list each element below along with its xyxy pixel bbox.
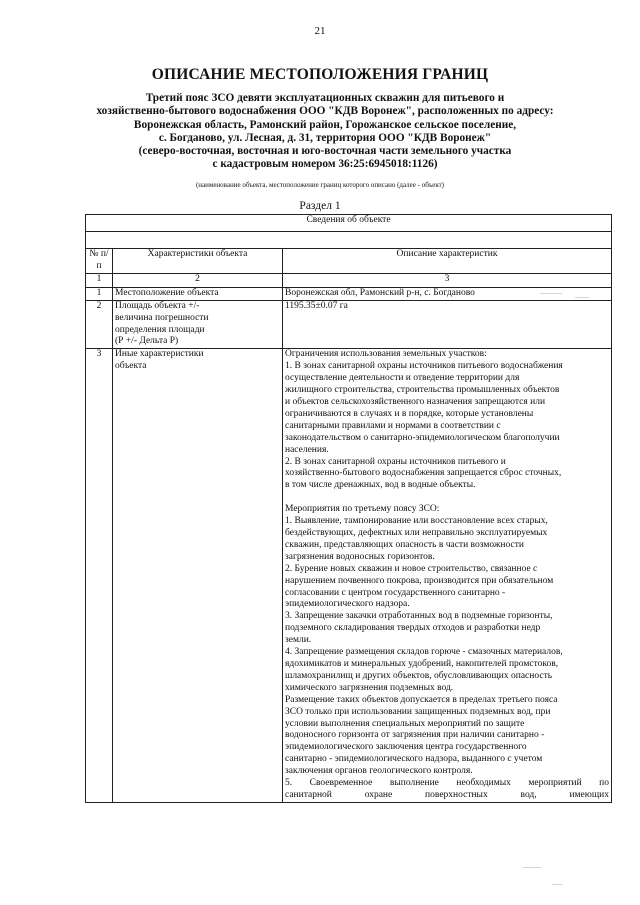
scan-speck [552, 884, 562, 885]
restriction-line: условии выполнения специальных мероприятий по защите [285, 718, 525, 729]
restriction-line: заключения органов геологического контроля. [285, 766, 473, 777]
table-title: Сведения об объекте [86, 215, 612, 232]
restriction-line: ЗСО только при использовании защищенных подземных вод, при [285, 706, 551, 717]
section-title: Раздел 1 [299, 200, 341, 212]
restriction-line: ядохимикатов и минеральных удобрений, накопителей промстоков, [285, 659, 559, 669]
object-info-table [85, 214, 612, 803]
restriction-line: бездействующих, дефектных или неправильно эксплуатируемых [285, 528, 548, 539]
column-number: 2 [113, 273, 283, 287]
restriction-line: 1. Выявление, тампонирование или восстановление всех старых, [285, 516, 548, 527]
header-description: Описание характеристик [283, 249, 612, 274]
restriction-line: населения. [285, 444, 329, 455]
restriction-line: загрязнения водоносных горизонтов. [285, 551, 435, 562]
row-name-line: объекта [115, 361, 147, 372]
row-name [113, 300, 283, 349]
restriction-line: жилищного строительства, строительства промышленных объектов [285, 385, 560, 396]
restriction-line [285, 492, 609, 504]
restriction-line: химического загрязнения подземных вод. [285, 682, 454, 693]
table-row [86, 300, 612, 349]
restriction-line: Размещение таких объектов допускается в пределах третьего пояса [285, 694, 558, 705]
object-caption: (наименование объекта, местоположение границ которого описано (далее - объект) [195, 181, 445, 189]
row-name-line: величина погрешности [115, 312, 209, 323]
row-name: Местоположение объекта [113, 287, 283, 300]
restriction-line: Мероприятия по третьему поясу ЗСО: [285, 504, 440, 515]
restriction-line: в том числе дренажных, вод в водные объекты. [285, 480, 476, 491]
restriction-line: водоносного горизонта от загрязнения при наличии санитарно - [285, 730, 545, 741]
restriction-line: скважин, представляющих опасность в части возможности [285, 539, 524, 550]
restriction-line: шламохранилищ и других объектов, обусловливающих опасность [285, 670, 553, 681]
subtitle-line: с. Богданово, ул. Лесная, д. 31, территория ООО "КДВ Воронеж" [158, 131, 492, 144]
row-name-line: (Р +/- Дельта Р) [115, 336, 179, 347]
table-spacer-row [86, 232, 612, 249]
object-subtitle [70, 92, 580, 172]
restriction-line: 4. Запрещение размещения складов горюче - смазочных материалов, [285, 647, 563, 658]
restriction-line: 2. Бурение новых скважин и новое строительство, связанное с [285, 563, 538, 574]
scan-speck [540, 293, 562, 294]
restriction-line: 5. Своевременное выполнение необходимых мероприятий по [285, 778, 610, 789]
restriction-line: нарушением почвенного покрова, производится при обязательном [285, 575, 554, 586]
table-row [86, 349, 612, 803]
row-value: 1195.35±0.07 га [283, 300, 612, 349]
subtitle-line: Третий пояс ЗСО девяти эксплуатационных скважин для питьевого и [145, 92, 505, 104]
document-title: ОПИСАНИЕ МЕСТОПОЛОЖЕНИЯ ГРАНИЦ [151, 66, 489, 83]
row-value: Воронежская обл, Рамонский р-н, с. Богданово [283, 287, 612, 300]
row-number: 1 [86, 287, 113, 300]
table-row [86, 287, 612, 300]
subtitle-line: с кадастровым номером 36:25:6945018:1126) [212, 158, 438, 171]
restriction-line: 1. В зонах санитарной охраны источников питьевого водоснабжения [285, 361, 563, 372]
row-number: 2 [86, 300, 113, 349]
header-characteristics: Характеристики объекта [113, 249, 283, 274]
restriction-line: 3. Запрещение закачки отработанных вод в подземные горизонты, [285, 611, 553, 622]
restriction-line: земли. [285, 635, 312, 646]
restriction-line: и объектов сельскохозяйственного назначения запрещаются или [285, 396, 546, 407]
column-number: 3 [283, 273, 612, 287]
restriction-line: эпидемиологического надзора. [285, 599, 410, 610]
subtitle-line: (северо-восточная, восточная и юго-восточная части земельного участка [138, 145, 512, 158]
row-name-line: Иные характеристики [115, 349, 204, 360]
scan-speck [523, 867, 541, 868]
page-number: 21 [314, 25, 326, 37]
column-number: 1 [86, 273, 113, 287]
restriction-line: подземного складирования твердых отходов и разработки недр [285, 623, 541, 634]
restriction-line: согласовании с центром государственного санитарно - [285, 587, 506, 598]
restriction-line: эпидемиологического заключения центра государственного [285, 742, 527, 753]
restriction-line: осуществление деятельности и отведение территории для [285, 373, 520, 384]
subtitle-line: Воронежская область, Рамонский район, Горожанское сельское поселение, [133, 118, 517, 131]
subtitle-line: хозяйственно-бытового водоснабжения ООО "КДВ Воронеж", расположенных по адресу: [96, 105, 554, 118]
row-number: 3 [86, 349, 113, 803]
row-name [113, 349, 283, 803]
scan-speck [575, 297, 589, 298]
row-value-restrictions [283, 349, 612, 803]
restriction-line: санитарной охране поверхностных вод, имеющих [285, 789, 610, 800]
restriction-line: законодательством о санитарно-эпидемиологическом благополучии [285, 432, 560, 443]
row-name-line: определения площади [115, 324, 205, 335]
row-name-line: Площадь объекта +/- [115, 300, 200, 311]
restriction-line: хозяйственно-бытового водоснабжения запрещается сброс сточных, [285, 468, 562, 479]
restriction-line: санитарными правилами и нормами в соответствии с [285, 420, 501, 431]
restriction-line: Ограничения использования земельных участков: [285, 349, 487, 360]
restriction-line: ограничиваются в случаях и в порядке, которые установлены [285, 408, 534, 419]
restriction-line: 2. В зонах санитарной охраны источников питьевого и [285, 456, 506, 467]
restriction-line: санитарно - эпидемиологического надзора, выданного с учетом [285, 754, 543, 765]
header-num: № п/п [86, 249, 113, 274]
